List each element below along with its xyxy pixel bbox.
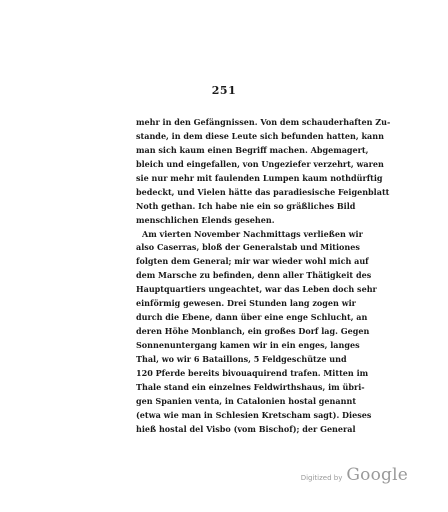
text-line: man sich kaum einen Begriff machen. Abgemagert, <box>136 144 369 155</box>
text-line: (etwa wie man in Schlesien Kretscham sagt). Dieses <box>136 409 372 420</box>
text-line: deren Höhe Monblanch, ein großes Dorf lag. Gegen <box>136 326 370 337</box>
text-line: Sonnenuntergang kamen wir in ein enges, langes <box>136 340 360 350</box>
text-line: hieß hostal del Visbo (vom Bischof); der General <box>136 423 356 434</box>
text-line: Noth gethan. Ich habe nie ein so gräßliches Bild <box>136 200 356 211</box>
text-line: durch die Ebene, dann über eine enge Schlucht, an <box>136 312 368 323</box>
body-text <box>136 116 391 437</box>
text-line: Thal, wo wir 6 Bataillons, 5 Feldgeschütze und <box>136 353 347 364</box>
text-line: also Caserras, bloß der Generalstab und Mitiones <box>136 242 360 253</box>
text-line: mehr in den Gefängnissen. Von dem schauderhaften Zu- <box>136 117 391 127</box>
text-line: Hauptquartiers ungeachtet, war das Leben doch sehr <box>136 284 377 295</box>
google-logo: Google <box>346 465 408 485</box>
text-line: dem Marsche zu befinden, denn aller Thätigkeit des <box>136 270 372 281</box>
text-line: gen Spanien venta, in Catalonien hostal genannt <box>136 395 357 406</box>
text-line: folgten dem General; mir war wieder wohl mich auf <box>136 256 369 267</box>
text-line: 120 Pferde bereits bivouaquirend trafen. Mitten im <box>136 367 369 378</box>
text-line: Thale stand ein einzelnes Feldwirthshaus, im übri- <box>136 381 365 392</box>
text-line: bleich und eingefallen, von Ungeziefer verzehrt, waren <box>136 158 384 169</box>
digitized-watermark <box>301 465 408 485</box>
text-line: Am vierten November Nachmittags verließen wir <box>142 228 363 239</box>
text-line: bedeckt, und Vielen hätte das paradiesische Feigenblatt <box>136 186 390 197</box>
text-line: sie nur mehr mit faulenden Lumpen kaum nothdürftig <box>136 172 383 183</box>
page-number: 251 <box>211 84 237 97</box>
text-line: einförmig gewesen. Drei Stunden lang zogen wir <box>136 298 356 309</box>
text-line: menschlichen Elends gesehen. <box>136 214 275 225</box>
watermark-prefix: Digitized by <box>300 474 343 482</box>
text-line: stande, in dem diese Leute sich befunden hatten, kann <box>136 130 384 141</box>
